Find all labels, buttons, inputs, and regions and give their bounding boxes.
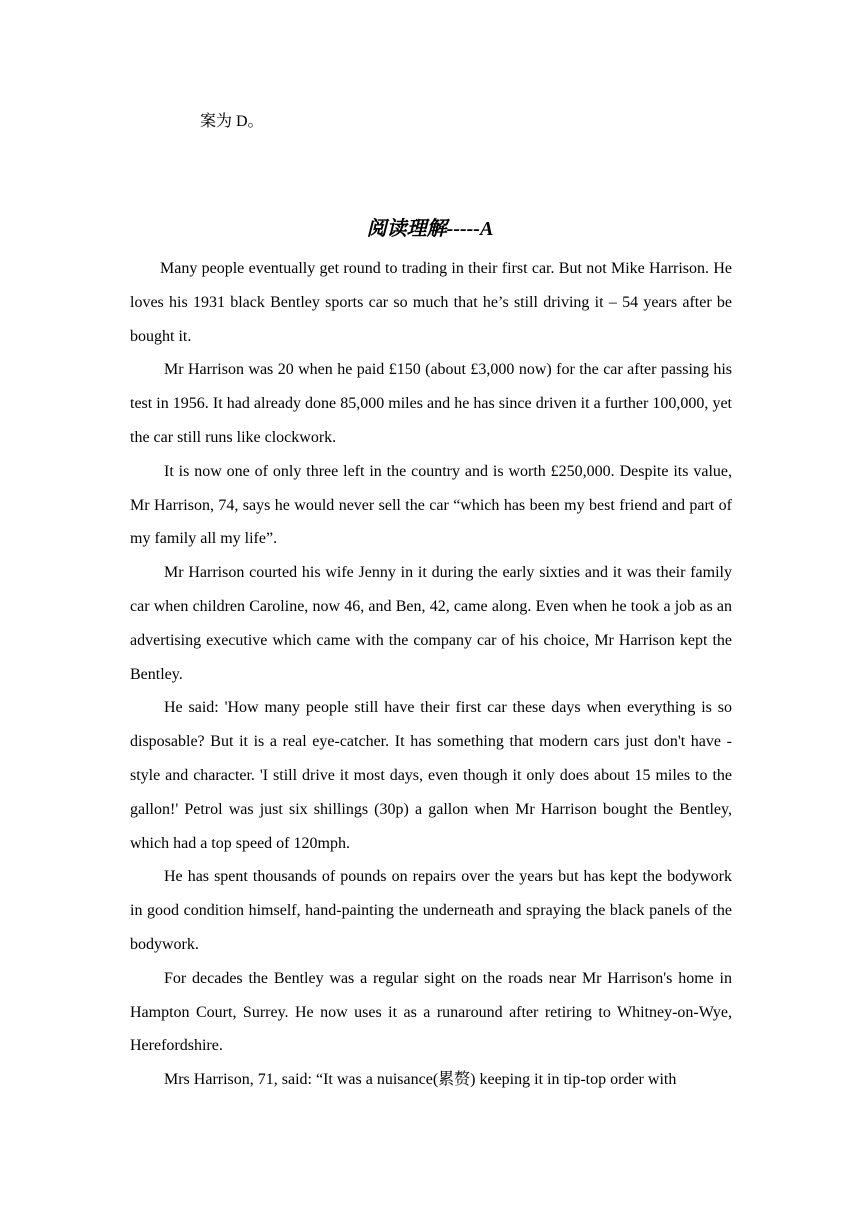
section-title: 阅读理解-----A <box>366 218 494 240</box>
paragraph-4: Mr Harrison courted his wife Jenny in it during the early sixties and it was their family car when children Caroline, now 46, and Ben, 42, came along. Even when he took a job as an advertising executive which came with the company car of his choice, Mr Harrison kept the Bentley. <box>130 564 732 683</box>
paragraph-6: He has spent thousands of pounds on repairs over the years but has kept the bodywork in good condition himself, hand-painting the underneath and spraying the black panels of the bodywork. <box>130 868 732 953</box>
paragraph-3: It is now one of only three left in the country and is worth £250,000. Despite its value, Mr Harrison, 74, says he would never sell the car “which has been my best friend and part of my family all my life”. <box>130 462 732 548</box>
paragraph-5: He said: 'How many people still have their first car these days when everything is so disposable? But it is a real eye-catcher. It has something that modern cars just don't have - style and character. 'I still drive it most days, even though it only does about 15 miles to the gallon!' Petrol was just six shillings (30p) a gallon when Mr Harrison bought the Bentley, which had a top speed of 120mph. <box>130 699 732 852</box>
paragraph-2: Mr Harrison was 20 when he paid £150 (about £3,000 now) for the car after passing his test in 1956. It had already done 85,000 miles and he has since driven it a further 100,000, yet the car still runs like clockwork. <box>130 361 732 446</box>
paragraph-8: Mrs Harrison, 71, said: “It was a nuisance(累赘) keeping it in tip-top order with <box>164 1071 677 1089</box>
passage-body <box>130 252 732 1097</box>
answer-tail-text: 案为 D。 <box>200 113 264 130</box>
paragraph-1: Many people eventually get round to trading in their first car. But not Mike Harrison. He loves his 1931 black Bentley sports car so much that he’s still driving it – 54 years after be bought it. <box>130 260 732 345</box>
paragraph-7: For decades the Bentley was a regular sight on the roads near Mr Harrison's home in Hampton Court, Surrey. He now uses it as a runaround after retiring to Whitney-on-Wye, Herefordshire. <box>130 969 732 1055</box>
